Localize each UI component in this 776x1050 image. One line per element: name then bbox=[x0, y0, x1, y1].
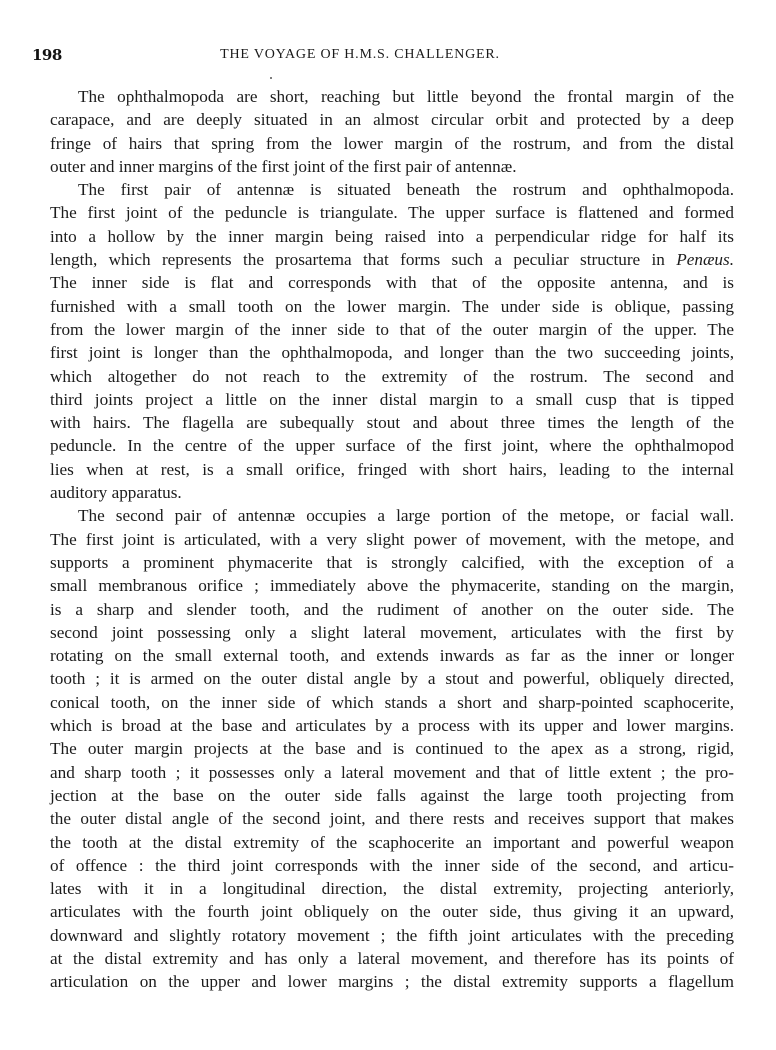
paragraph-line: which altogether do not reach to the extremity of the rostrum. The second and bbox=[50, 366, 734, 386]
paragraph-line: articulates with the fourth joint obliquely on the outer side, thus giving it an upward, bbox=[50, 902, 734, 922]
paragraph-line: downward and slightly rotatory movement ; the fifth joint articulates with the preceding bbox=[50, 925, 734, 945]
paragraph-line: The second pair of antennæ occupies a large portion of the metope, or facial wall. bbox=[78, 506, 734, 526]
paragraph-line: The inner side is flat and corresponds with that of the opposite antenna, and is bbox=[50, 273, 734, 293]
paragraph-line: The first joint of the peduncle is triangulate. The upper surface is flattened and formed bbox=[50, 203, 734, 223]
paragraph-line: carapace, and are deeply situated in an almost circular orbit and protected by a deep bbox=[50, 110, 734, 130]
paragraph-line: is a sharp and slender tooth, and the rudiment of another on the outer side. The bbox=[50, 599, 734, 619]
paragraph-line: articulation on the upper and lower margins ; the distal extremity supports a flagellum bbox=[50, 972, 734, 992]
paragraph-line: outer and inner margins of the first joint of the first pair of antennæ. bbox=[50, 156, 517, 176]
paragraph-line: with hairs. The flagella are subequally stout and about three times the length of the bbox=[50, 413, 734, 433]
paragraph-line: fringe of hairs that spring from the lower margin of the rostrum, and from the distal bbox=[50, 133, 734, 153]
body-text bbox=[50, 85, 734, 994]
paragraph-line bbox=[50, 248, 734, 271]
paragraph-line: at the distal extremity and has only a lateral movement, and therefore has its points of bbox=[50, 948, 734, 968]
paragraph-line: second joint possessing only a slight lateral movement, articulates with the first by bbox=[50, 622, 734, 642]
paragraph-line: furnished with a small tooth on the lower margin. The under side is oblique, passing bbox=[50, 296, 734, 316]
paragraph-line: into a hollow by the inner margin being raised into a perpendicular ridge for half its bbox=[50, 226, 734, 246]
paragraph-line: The ophthalmopoda are short, reaching but little beyond the frontal margin of the bbox=[78, 87, 734, 106]
paragraph-line: and sharp tooth ; it possesses only a lateral movement and that of little extent ; the pro- bbox=[50, 762, 734, 782]
paragraph-line: of offence : the third joint corresponds with the inner side of the second, and articu- bbox=[50, 855, 734, 875]
paragraph-line: from the lower margin of the inner side to that of the outer margin of the upper. The bbox=[50, 319, 734, 339]
paragraph-line: small membranous orifice ; immediately above the phymacerite, standing on the margin, bbox=[50, 576, 734, 596]
paragraph-line: peduncle. In the centre of the upper surface of the first joint, where the ophthalmopod bbox=[50, 436, 734, 456]
paragraph-line: which is broad at the base and articulates by a process with its upper and lower margins. bbox=[50, 716, 734, 736]
paragraph-line: the outer distal angle of the second joint, and there rests and receives support that makes bbox=[50, 809, 734, 829]
paragraph-line: auditory apparatus. bbox=[50, 483, 182, 503]
paragraph-line: the tooth at the distal extremity of the scaphocerite an important and powerful weapon bbox=[50, 832, 734, 852]
paragraph-line: The first joint is articulated, with a very slight power of movement, with the metope, and bbox=[50, 529, 734, 549]
page-number: 198 bbox=[32, 46, 62, 64]
paragraph-line: lates with it in a longitudinal direction, the distal extremity, projecting anteriorly, bbox=[50, 879, 734, 899]
paragraph-line: rotating on the small external tooth, and extends inwards as far as the inner or longer bbox=[50, 646, 734, 666]
paragraph-line: conical tooth, on the inner side of which stands a short and sharp-pointed scaphocerite, bbox=[50, 692, 734, 712]
paragraph-line: The first pair of antennæ is situated beneath the rostrum and ophthalmopoda. bbox=[78, 180, 734, 200]
paragraph-line: The outer margin projects at the base and is continued to the apex as a strong, rigid, bbox=[50, 739, 734, 759]
page-header bbox=[32, 46, 744, 70]
print-speck bbox=[270, 77, 272, 79]
paragraph-line: tooth ; it is armed on the outer distal angle by a stout and powerful, obliquely directed, bbox=[50, 669, 734, 689]
paragraph-line: jection at the base on the outer side falls against the large tooth projecting from bbox=[50, 785, 734, 805]
paragraph-line: supports a prominent phymacerite that is strongly calcified, with the exception of a bbox=[50, 552, 734, 572]
italic-genus-name: Penæus. bbox=[676, 250, 734, 270]
running-title: THE VOYAGE OF H.M.S. CHALLENGER. bbox=[220, 47, 500, 62]
paragraph-line: first joint is longer than the ophthalmopoda, and longer than the two succeeding joints, bbox=[50, 343, 734, 363]
paragraph-line: third joints project a little on the inner distal margin to a small cusp that is tipped bbox=[50, 389, 734, 409]
line-text: length, which represents the prosartema that forms such a peculiar structure in bbox=[50, 250, 665, 270]
paragraph-line: lies when at rest, is a small orifice, fringed with short hairs, leading to the internal bbox=[50, 459, 734, 479]
